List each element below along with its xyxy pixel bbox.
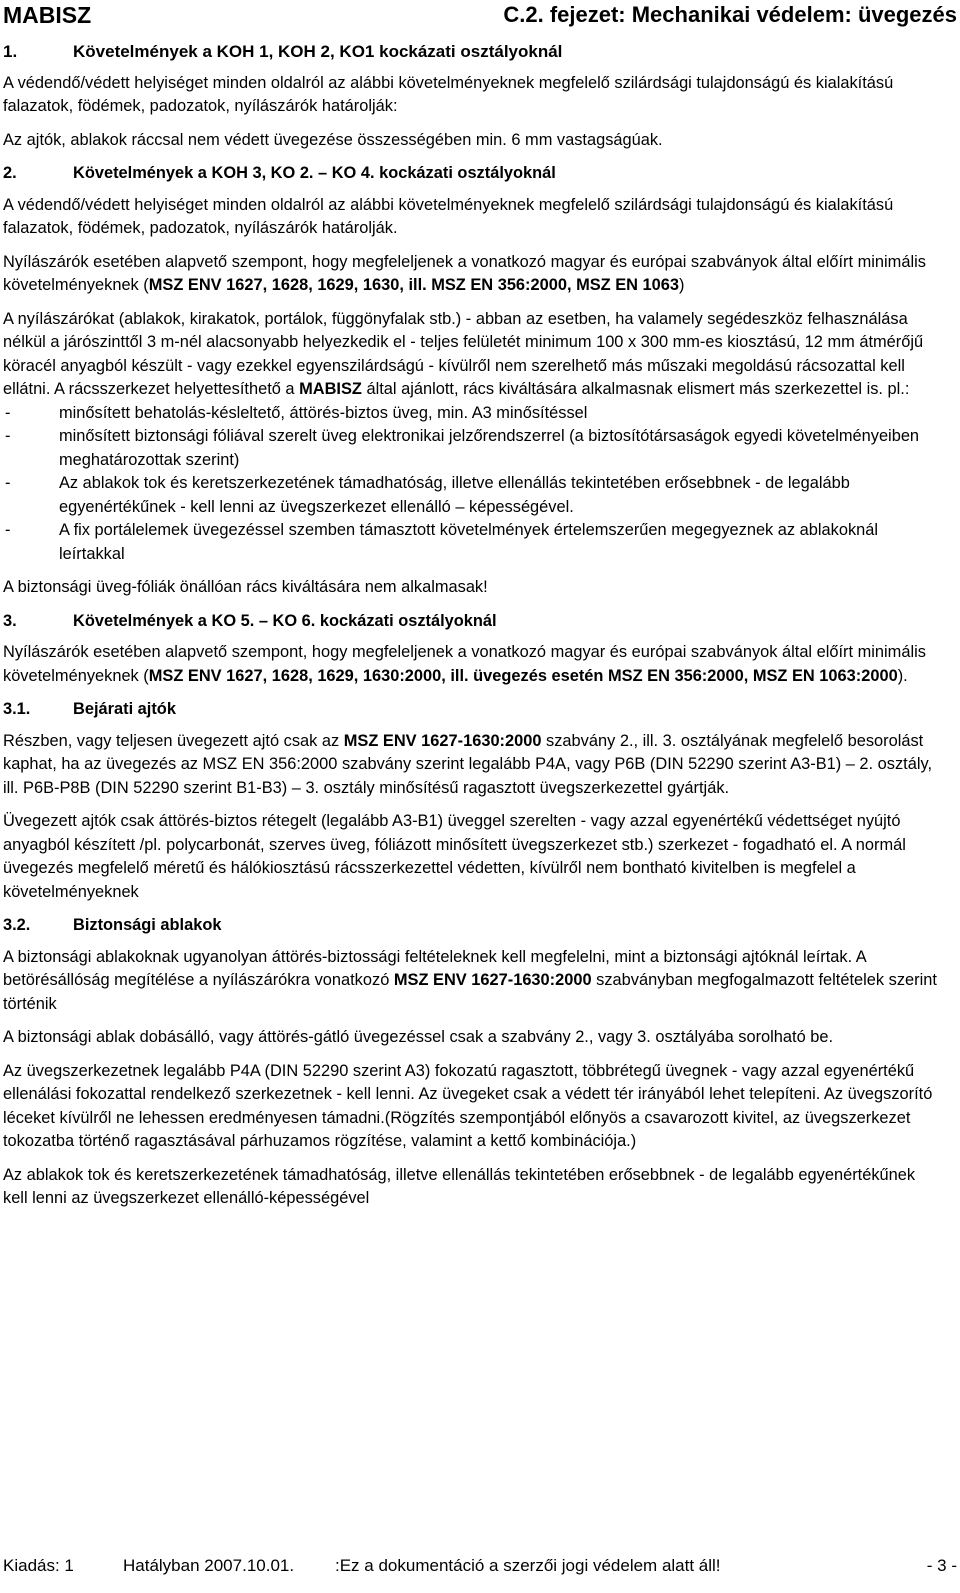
- paragraph: Üvegezett ajtók csak áttörés-biztos rétegelt (legalább A3-B1) üveggel szerelten - vagy azzal egyenértékű védettséget nyújtó anyagból készített /pl. polycarbonát, szerves üveg, fóliázott minősített üvegszerkezet stb.) szerkezet - fogadható el. A normál üvegezés megfelelő méretű és hálókiosztású rácsszerkezettel védetten, kívülről nem bontható kivitelben is megfelel a követelményeknek: [3, 812, 906, 901]
- standard-ref: MSZ ENV 1627-1630:2000: [343, 731, 542, 750]
- section-title: Bejárati ajtók: [73, 700, 176, 718]
- section-number: 3.: [3, 611, 17, 630]
- paragraph: Az ajtók, ablakok ráccsal nem védett üvegezése összességében min. 6 mm vastagságúak.: [3, 130, 663, 149]
- header-chapter: C.2. fejezet: Mechanikai védelem: üvegezés: [503, 2, 957, 27]
- list-item: - Az ablakok tok és keretszerkezetének támadhatóság, illetve ellenállás tekintetében erősebbnek - de legalább egyenértékűnek - kell lenni az üvegszerkezet ellenálló – képességével.: [3, 472, 943, 519]
- footer-valid-from: Hatályban 2007.10.01.: [123, 1556, 295, 1575]
- footer-page-number: - 3 -: [926, 1556, 957, 1575]
- text-run: A biztonsági ablakoknak ugyanolyan áttörés-biztossági feltételeknek kell megfelelni, mint a biztonsági ajtóknál leírtak. A betörésállóság megítélése a nyílászárókra vonatkozó: [3, 947, 866, 989]
- list-item: - minősített biztonsági fóliával szerelt üveg elektronikai jelzőrendszerrel (a biztosítótársaságok egyedi követelményeiben meghatározottak szerint): [3, 425, 943, 472]
- paragraph: A védendő/védett helyiséget minden oldalról az alábbi követelményeknek megfelelő szilárdsági tulajdonságú és kialakítású falazatok, födémek, padozatok, nyílászárók határolják.: [3, 195, 894, 237]
- text-run: ).: [897, 666, 908, 685]
- org-ref: MABISZ: [299, 380, 362, 398]
- text-run: által ajánlott, rács kiváltására alkalmasnak elismert más szerkezettel is. pl.:: [361, 380, 910, 398]
- section-number: 2.: [3, 164, 17, 182]
- page-header: [3, 2, 957, 32]
- document-body: [3, 40, 943, 1221]
- paragraph: Az ablakok tok és keretszerkezetének támadhatóság, illetve ellenállás tekintetében erősebbnek - de legalább egyenértékűnek kell lenni az üvegszerkezet ellenálló-képességével: [3, 1165, 916, 1207]
- paragraph: A biztonsági ablak dobásálló, vagy áttörés-gátló üvegezéssel csak a szabvány 2., vagy 3. osztályába sorolható be.: [3, 1028, 834, 1046]
- section-3-2-heading: [3, 914, 943, 938]
- section-2-heading: [3, 162, 943, 186]
- paragraph: [3, 251, 943, 298]
- page-footer: [3, 1556, 957, 1582]
- section-number: 1.: [3, 42, 18, 61]
- paragraph: [3, 308, 943, 402]
- text-run: szabvány 2., ill. 3. osztályának megfelelő besorolást kaphat, ha az üvegezés az MSZ EN 356:2000 szabvány szerint legalább P4A, vagy P6B (DIN 52290 szerint A3-B1) – 2. osztály, ill. P6B-P8B (DIN 52290 szerint B1-B3) – 3. osztály minősítésű ragasztott üvegszerkezettel gyártják.: [3, 731, 933, 797]
- section-title: Követelmények a KO 5. – KO 6. kockázati osztályoknál: [73, 611, 497, 630]
- footer-edition: Kiadás: 1: [3, 1556, 74, 1575]
- text-run: ): [679, 276, 685, 294]
- paragraph: A védendő/védett helyiséget minden oldalról az alábbi követelményeknek megfelelő szilárdsági tulajdonságú és kialakítású falazatok, födémek, padozatok, nyílászárók határolják:: [3, 73, 894, 115]
- standard-ref: MSZ ENV 1627, 1628, 1629, 1630:2000, ill. üvegezés esetén MSZ EN 356:2000, MSZ EN 1063:2000: [148, 666, 898, 685]
- text-run: Nyílászárók esetében alapvető szempont, hogy megfeleljenek a vonatkozó magyar és európai szabványok által előírt minimális követelményeknek (: [3, 643, 926, 685]
- requirement-list: [3, 402, 943, 567]
- header-org: MABISZ: [3, 2, 92, 28]
- text-run: Nyílászárók esetében alapvető szempont, hogy megfeleljenek a vonatkozó magyar és európai szabványok által előírt minimális követelményeknek (: [3, 252, 926, 294]
- list-item: - A fix portálelemek üvegezéssel szemben támasztott követelmények értelemszerűen megegyeznek az ablakoknál leírtakkal: [3, 519, 943, 566]
- paragraph: [3, 641, 943, 688]
- standard-ref: MSZ ENV 1627, 1628, 1629, 1630, ill. MSZ EN 356:2000, MSZ EN 1063: [148, 276, 680, 294]
- section-1-heading: [3, 40, 943, 64]
- section-title: Követelmények a KOH 1, KOH 2, KO1 kockázati osztályoknál: [73, 42, 563, 61]
- text-run: Részben, vagy teljesen üvegezett ajtó csak az: [3, 731, 344, 750]
- standard-ref: MSZ ENV 1627-1630:2000: [393, 971, 592, 989]
- footer-copyright: :Ez a dokumentáció a szerzői jogi védelem alatt áll!: [335, 1556, 721, 1575]
- section-number: 3.1.: [3, 700, 31, 718]
- paragraph: [3, 730, 943, 801]
- list-item: - minősített behatolás-késleltető, áttörés-biztos üveg, min. A3 minősítéssel: [3, 402, 943, 426]
- section-number: 3.2.: [3, 916, 31, 934]
- paragraph: Az üvegszerkezetnek legalább P4A (DIN 52290 szerint A3) fokozatú ragasztott, többrétegű üvegnek - vagy azzal egyenértékű ellenálási fokozattal rendelkező szerkezetnek - kell lenni. Az üvegeket csak a védett tér irányából lehet telepíteni. Az üvegszorító léceket kívülről ne lehessen eredményesen támadni.(Rögzítés szempontjából előnyös a csavarozott kivitel, az üvegszerkezet tokozatba történő ragasztásával párhuzamos rögzítése, valamint a kettő kombinációja.): [3, 1061, 933, 1150]
- paragraph: [3, 946, 943, 1017]
- section-3-heading: [3, 610, 943, 634]
- paragraph: A biztonsági üveg-fóliák önállóan rács kiváltására nem alkalmasak!: [3, 578, 488, 596]
- text-run: A nyílászárókat (ablakok, kirakatok, portálok, függönyfalak stb.) - abban az esetben, ha valamely segédeszköz felhasználása nélkül a járószinttől 3 m-nél alacsonyabb helyezkedik el - teljes felületét minimum 100 x 300 mm-es kiosztású, 12 mm átmérőjű köracél anyagból készült - vagy ezekkel egyenszilárdságú - kívülről nem szerelhető más műszaki megoldású rácsozattal kell ellátni. A rácsszerkezet helyettesíthető a: [3, 309, 924, 398]
- section-title: Biztonsági ablakok: [73, 916, 222, 934]
- section-title: Követelmények a KOH 3, KO 2. – KO 4. kockázati osztályoknál: [73, 164, 556, 182]
- section-3-1-heading: [3, 698, 943, 722]
- text-run: szabványban megfogalmazott feltételek szerint történik: [3, 971, 937, 1013]
